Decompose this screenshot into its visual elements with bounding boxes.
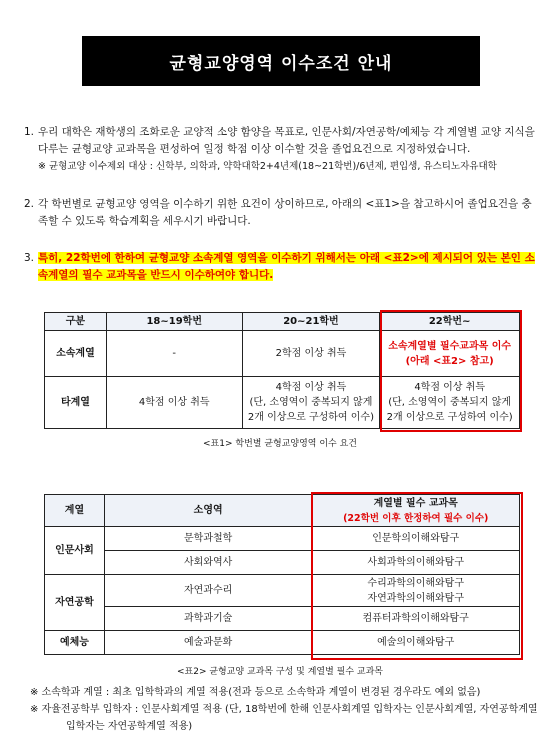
table2-caption: <표2> 균형교양 교과목 구성 및 계열별 필수 교과목 [176,667,384,677]
highlighted-notice: 특히, 22학번에 한하여 균형교양 소속계열 영역을 이수하기 위해서는 아래 <표2>에 제시되어 있는 본인 소속계열의 필수 교과목을 반드시 이수하여야 합니다. [38,252,535,281]
col-header: 18~19학번 [106,313,242,331]
table-cell: 문학과철학 [104,527,312,551]
table-cell [380,331,520,377]
cell-line: (단, 소영역이 중복되지 않게 [388,397,512,408]
table-cell: 예술과문화 [104,631,312,655]
row-label: 자연공학 [45,575,105,631]
item-number: 2. [24,198,35,210]
page-title: 균형교양영역 이수조건 안내 [82,36,480,86]
row-label: 소속계열 [45,331,107,377]
table-row [45,551,520,575]
table-cell: 자연과수리 [104,575,312,607]
row-label: 타계열 [45,377,107,429]
cell-line: 4학점 이상 취득 [414,382,485,393]
item-note: ※ 균형교양 이수제외 대상 : 신학부, 의학과, 약학대학2+4년제(18~21학번)/6년제, 편입생, 유스티노자유대학 [38,161,497,172]
table-row [45,575,520,607]
table-cell: 과학과기술 [104,607,312,631]
required-courses-table [44,494,520,655]
cell-line: (아래 <표2> 참고) [405,355,494,367]
note-1: ※ 소속학과 계열 : 최초 입학학과의 계열 적용(전과 등으로 소속학과 계열이 변경된 경우라도 예외 없음) [30,687,481,698]
table-row [45,527,520,551]
col-header: 20~21학번 [242,313,380,331]
item-body: 각 학번별로 균형교양 영역을 이수하기 위한 요건이 상이하므로, 아래의 <표1>을 참고하시어 졸업요건을 충족할 수 있도록 학습계획을 세우시기 바랍니다. [38,198,532,227]
col-header-line: (22학번 이후 한정하여 필수 이수) [343,512,489,524]
cell-line: 4학점 이상 취득 [275,382,347,393]
col-header: 소영역 [104,495,312,527]
cell-line: 2개 이상으로 구성하여 이수) [386,412,513,423]
table-cell: 컴퓨터과학의이해와탐구 [312,607,520,631]
table-cell: 인문학의이해와탐구 [312,527,520,551]
item-2 [24,196,536,230]
row-label: 예체능 [45,631,105,655]
note-2-continued: 입학자는 자연공학계열 적용) [66,721,193,732]
table-cell [380,377,520,429]
table-row [45,631,520,655]
table-cell [312,575,520,607]
cell-line: 2개 이상으로 구성하여 이수) [247,412,374,423]
table1-caption: <표1> 학번별 균형교양영역 이수 요건 [203,439,357,449]
table-cell: 4학점 이상 취득 [106,377,242,429]
table-row [45,331,520,377]
table-cell: 2학점 이상 취득 [242,331,380,377]
col-header: 구분 [45,313,107,331]
table-cell: 예술의이해와탐구 [312,631,520,655]
cell-line: 자연과학의이해와탐구 [367,592,465,604]
col-header: 22학번~ [380,313,520,331]
table-cell [242,377,380,429]
item-1 [24,124,536,175]
item-3 [24,250,536,284]
col-header-line: 계열별 필수 교과목 [373,497,458,509]
item-number: 1. [24,126,35,138]
cell-line: (단, 소영역이 중복되지 않게 [249,397,373,408]
col-header [312,495,520,527]
table-row [45,607,520,631]
requirements-table [44,312,520,429]
note-2: ※ 자율전공학부 입학자 : 인문사회계열 적용 (단, 18학번에 한해 인문사회계열 입학자는 인문사회계열, 자연공학계열 [30,704,538,715]
row-label: 인문사회 [45,527,105,575]
table-cell: 사회과학의이해와탐구 [312,551,520,575]
cell-line: 소속계열별 필수교과목 이수 [388,340,512,352]
table-cell: - [106,331,242,377]
table-row [45,377,520,429]
item-body: 우리 대학은 재학생의 조화로운 교양적 소양 함양을 목표로, 인문사회/자연공학/예체능 각 계열별 교양 지식을 다루는 균형교양 교과목을 편성하여 일정 학점 이상 이수할 것을 졸업요건으로 지정하였습니다. [38,126,535,155]
table-cell: 사회와역사 [104,551,312,575]
item-number: 3. [24,252,35,264]
col-header: 계열 [45,495,105,527]
cell-line: 수리과학의이해와탐구 [367,577,465,589]
